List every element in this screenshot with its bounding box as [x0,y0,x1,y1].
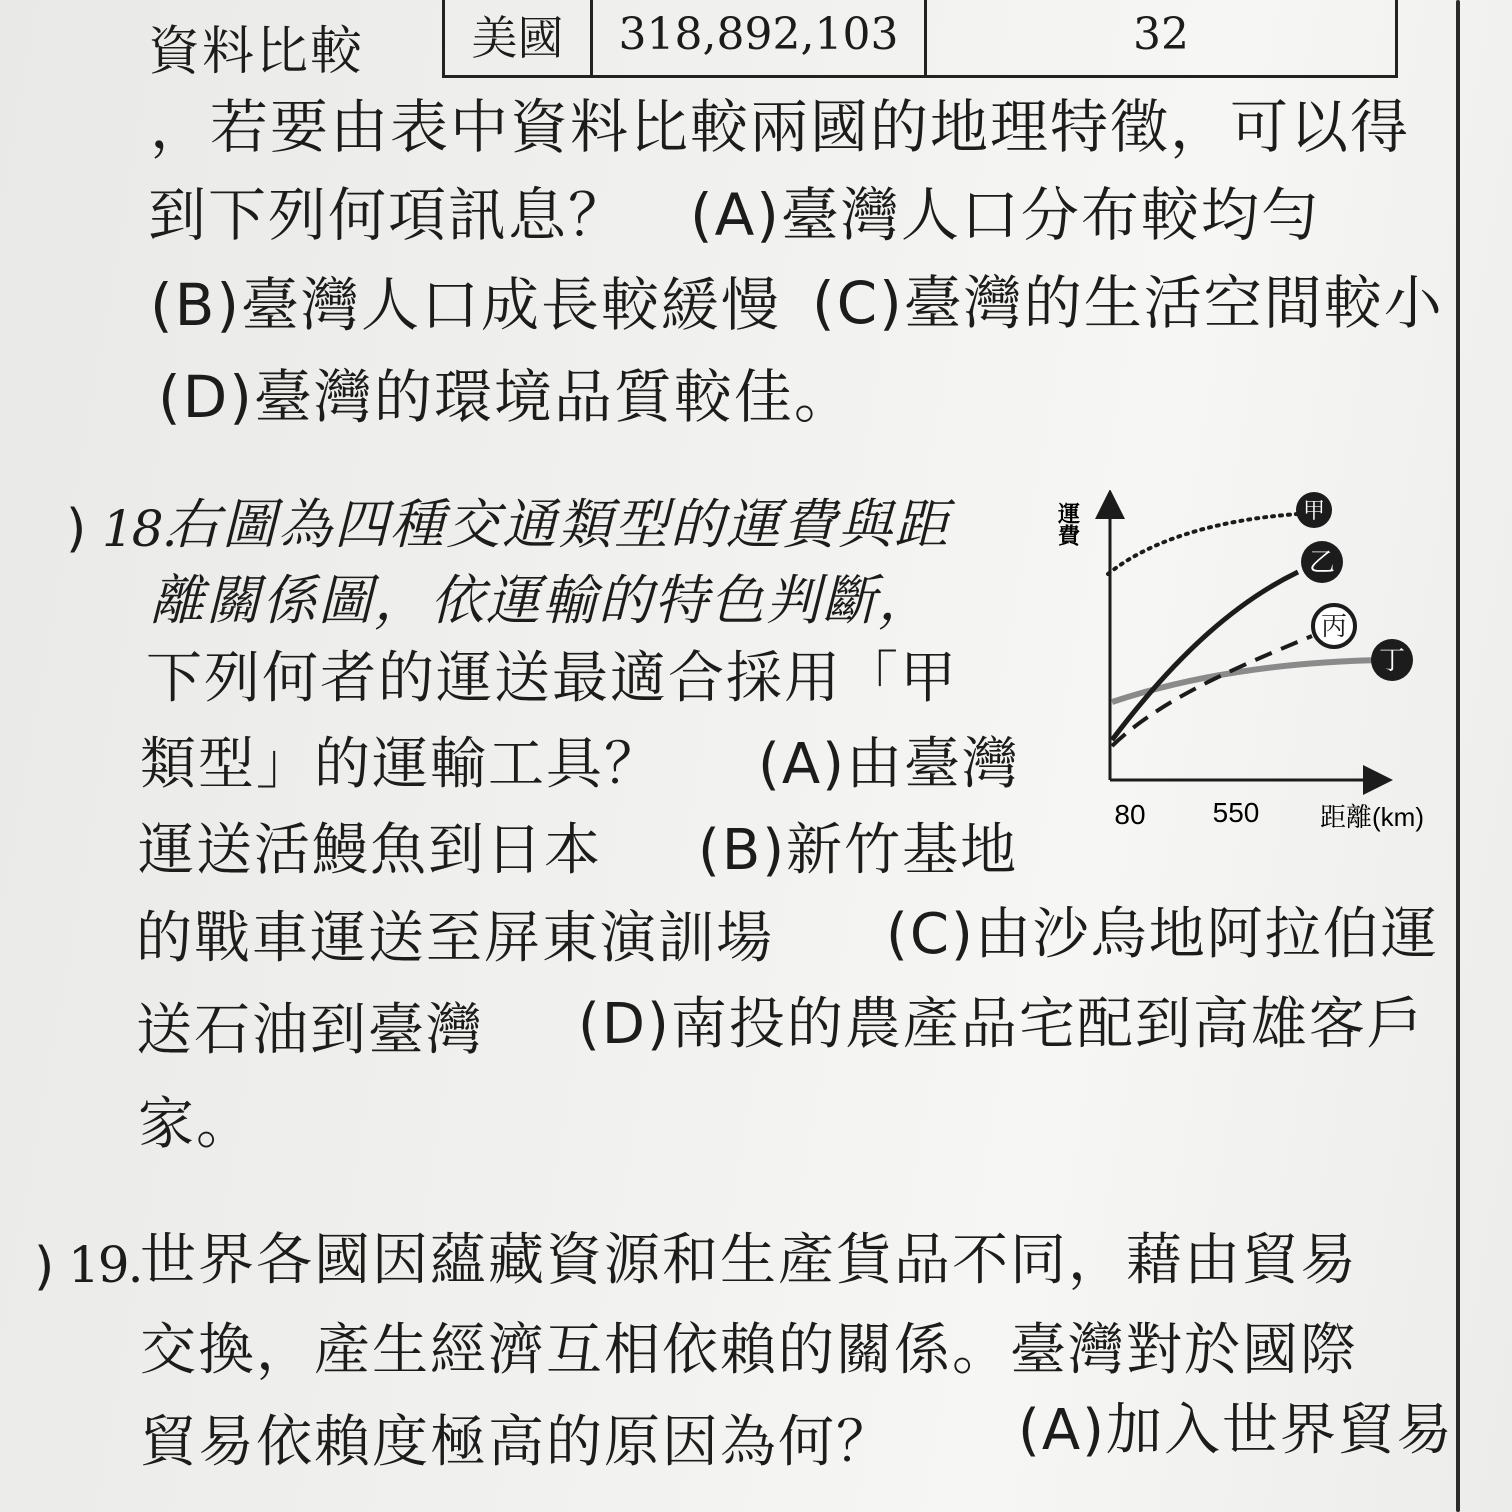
series-line-ding [1112,660,1382,702]
q18-line-5: 運送活鰻魚到日本 [138,818,602,883]
y-axis-label: 運費 [1055,502,1081,546]
cost-distance-chart [1040,490,1450,850]
data-table-row [442,0,1398,78]
q18-option-b: (B)新竹基地 [698,818,1019,883]
table-cell-density: 32 [1133,9,1189,60]
q18-bracket: ) [66,499,89,559]
q17-option-b: (B)臺灣人口成長較緩慢 [150,271,782,339]
series-line-yi [1112,572,1298,740]
q18-option-c: (C)由沙烏地阿拉伯運 [886,902,1439,967]
q18-line-4: 類型」的運輸工具？ [140,732,662,797]
table-cell-country: 美國 [445,0,593,75]
q18-line-6: 的戰車運送至屏東演訓場 [136,906,774,971]
q18-number: 18. [102,500,176,558]
svg-text:乙: 乙 [1308,547,1336,577]
table-side-label: 資料比較 [148,22,365,82]
q17-line-2: 到下列何項訊息？ [148,181,629,249]
q17-option-d: (D)臺灣的環境品質較佳。 [158,363,854,431]
q18-option-d: (D)南投的農產品宅配到高雄客戶 [578,992,1425,1057]
q18-line-7: 送石油到臺灣 [136,998,484,1063]
svg-text:丙: 丙 [1320,611,1348,641]
series-label-ding [1371,639,1413,681]
svg-text:甲: 甲 [1302,498,1326,523]
x-axis-label: 距離(km) [1320,802,1424,832]
q18-option-a: (A)由臺灣 [758,732,1021,797]
q18-line-3: 下列何者的運送最適合採用「甲 [146,646,958,711]
q19-option-a: (A)加入世界貿易 [1018,1398,1455,1463]
q19-line-3: 貿易依賴度極高的原因為何？ [140,1410,894,1475]
series-line-jia [1108,514,1298,574]
q17-option-a: (A)臺灣人口分布較均勻 [690,181,1321,249]
series-label-bing [1313,605,1355,647]
table-cell-population: 318,892,103 [593,0,927,75]
q19-line-1: 世界各國因蘊藏資源和生產貨品不同，藉由貿易 [140,1228,1358,1293]
q19-number: 19. [68,1236,142,1294]
x-tick-label: 80 [1114,799,1146,830]
q19-bracket: ) [34,1237,57,1297]
q17-line-1: ，若要由表中資料比較兩國的地理特徵，可以得 [150,93,1411,161]
series-label-yi [1301,541,1343,583]
q18-line-8: 家。 [138,1092,254,1157]
page-edge-line [1456,0,1460,1512]
svg-text:丁: 丁 [1378,645,1406,675]
x-tick-label: 550 [1212,797,1260,828]
series-label-jia [1296,492,1332,528]
q19-line-2: 交換，產生經濟互相依賴的關係。臺灣對於國際 [140,1318,1358,1383]
q17-option-c: (C)臺灣的生活空間較小 [812,269,1444,337]
q18-line-2: 離關係圖，依運輸的特色判斷， [150,569,934,632]
q18-line-1: 右圖為四種交通類型的運費與距 [166,493,950,556]
